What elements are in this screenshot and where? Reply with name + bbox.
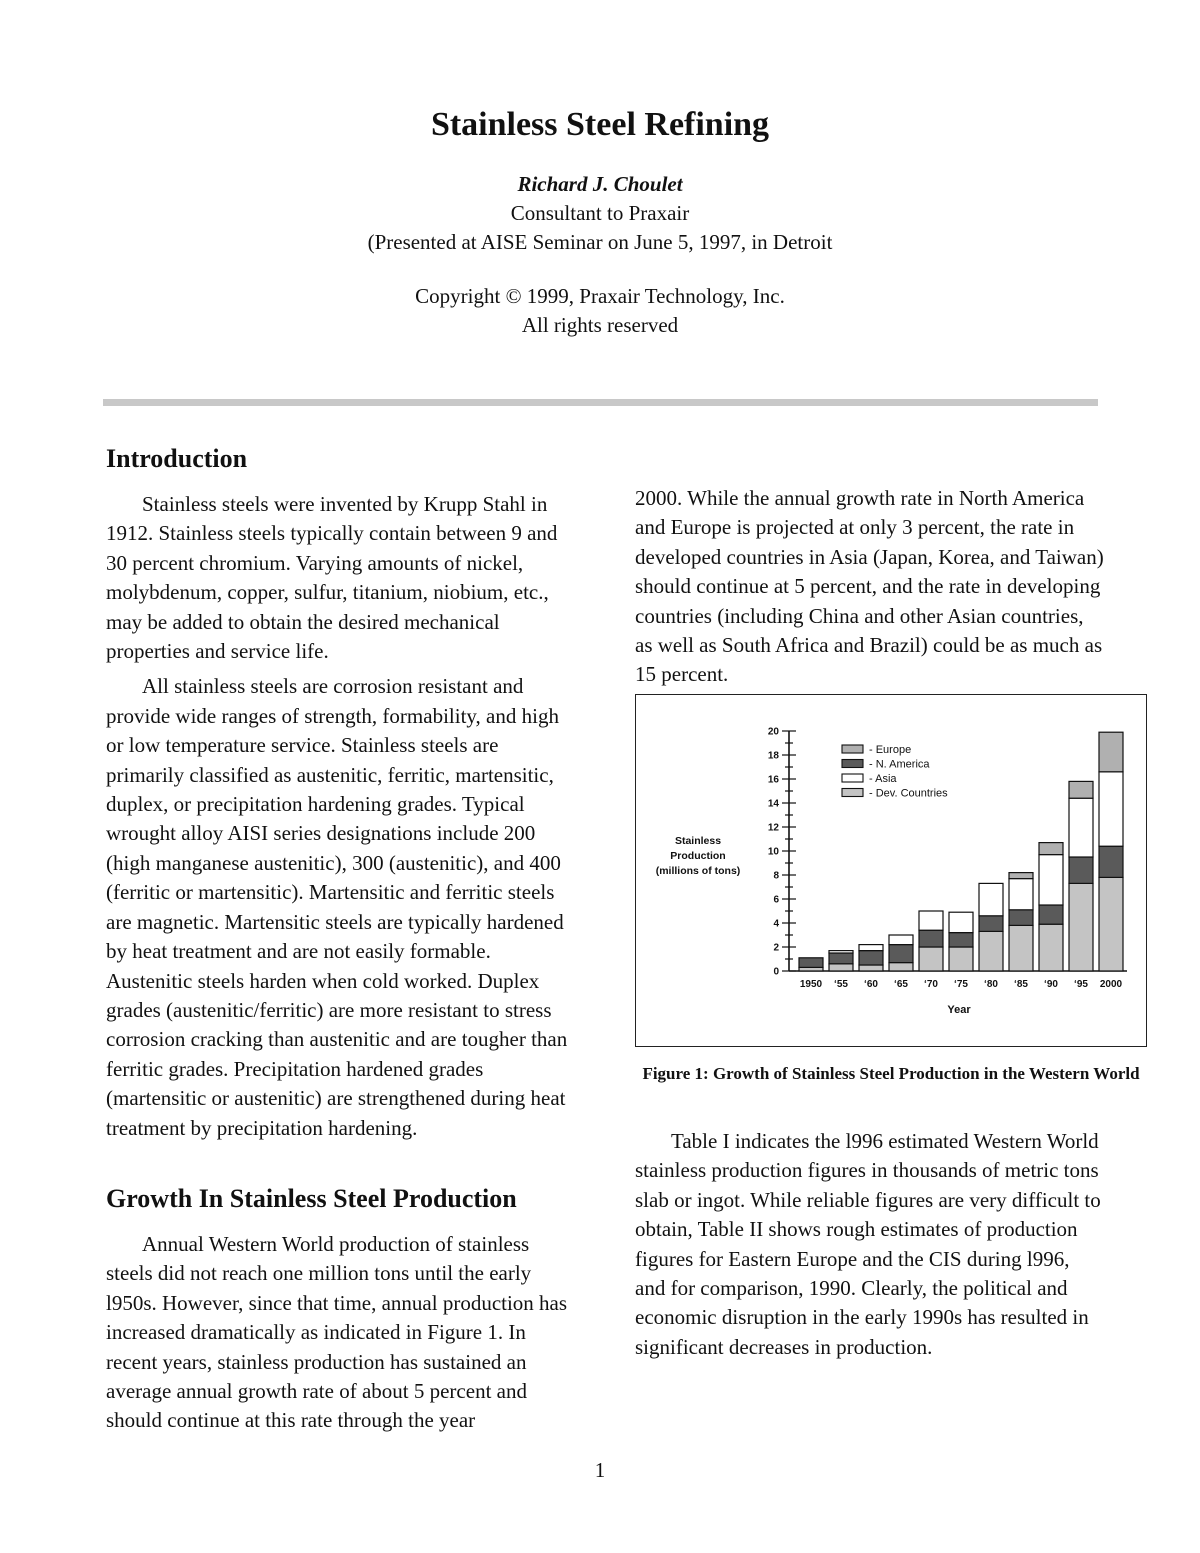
y-tick-label: 18: [767, 750, 779, 762]
bar-segment: [979, 883, 1003, 915]
header-divider: [103, 399, 1098, 406]
figure-1-caption: Figure 1: Growth of Stainless Steel Production in the Western World: [642, 1064, 1140, 1083]
bar-segment: [889, 935, 913, 945]
bar-segment: [949, 947, 973, 971]
y-axis-label-line: Production: [670, 850, 726, 862]
growth-heading: Growth In Stainless Steel Production: [106, 1184, 517, 1213]
intro-paragraph-1: Stainless steels were invented by Krupp Stahl in 1912. Stainless steels typically contain between 9 and 30 percent chromium. Varying amounts of nickel, molybdenum, copper, sulfur, titanium, niobium, etc., may be added to obtain the desired mechanical properties and service life.: [106, 492, 558, 664]
x-tick-label: ‘60: [864, 979, 878, 990]
x-tick-label: ‘55: [834, 979, 848, 990]
bar-segment: [829, 951, 853, 953]
x-tick-label: ‘75: [954, 979, 968, 990]
rights-line: All rights reserved: [521, 313, 679, 337]
y-tick-label: 8: [773, 870, 779, 882]
y-tick-label: 4: [773, 918, 779, 930]
y-tick-label: 10: [767, 846, 779, 858]
bar-segment: [919, 947, 943, 971]
bar-segment: [829, 953, 853, 964]
bar-segment: [1099, 877, 1123, 971]
bar-segment: [829, 964, 853, 971]
legend-label: - N. America: [869, 758, 930, 771]
growth-paragraph: Annual Western World production of stainless steels did not reach one million tons until the early l950s. However, since that time, annual production has increased dramatically as indicated in Figure 1. In recent years, stainless production has sustained an average annual growth rate of about 5 percent and should continue at this rate through the year: [106, 1232, 568, 1433]
x-tick-label: ‘95: [1074, 979, 1088, 990]
x-tick-label: ‘90: [1044, 979, 1058, 990]
growth-paragraph-continued: 2000. While the annual growth rate in North America and Europe is projected at only 3 percent, the rate in developed countries in Asia (Japan, Korea, and Taiwan) should continue at 5 percent, and the rate in developing countries (including China and other Asian countries, as well as South Africa and Brazil) could be as much as 15 percent.: [635, 486, 1104, 687]
bar-segment: [1069, 798, 1093, 857]
x-tick-label: ‘85: [1014, 979, 1028, 990]
introduction-heading: Introduction: [106, 444, 248, 473]
bar-segment: [919, 930, 943, 947]
document-title: Stainless Steel Refining: [430, 106, 770, 143]
bar-segment: [859, 951, 883, 965]
bar-segment: [1009, 873, 1033, 879]
y-tick-label: 2: [773, 942, 779, 954]
y-tick-label: 6: [773, 894, 779, 906]
bar-segment: [889, 945, 913, 963]
legend-swatch: [842, 774, 863, 782]
page-number: 1: [594, 1458, 606, 1482]
x-tick-label: 2000: [1099, 979, 1123, 990]
y-tick-label: 14: [767, 798, 779, 810]
bar-segment: [1099, 772, 1123, 846]
y-tick-label: 16: [767, 774, 779, 786]
bar-segment: [1069, 857, 1093, 883]
right-column-bottom: [635, 1127, 1105, 1362]
bar-segment: [919, 911, 943, 930]
y-axis-label-line: (millions of tons): [655, 865, 741, 877]
figure-1-chart: [635, 694, 1147, 1047]
right-column-top: [635, 484, 1105, 690]
bar-segment: [949, 933, 973, 947]
growth-column: [106, 1230, 568, 1436]
bar-segment: [1039, 924, 1063, 971]
bar-segment: [1009, 879, 1033, 910]
table-intro-paragraph: Table I indicates the l996 estimated Western World stainless production figures in thousands of metric tons slab or ingot. While reliable figures are very difficult to obtain, Table II shows rough estimates of production figures for Eastern Europe and the CIS during l996, and for comparison, 1990. Clearly, the political and economic disruption in the early 1990s has resulted in significant decreases in production.: [635, 1129, 1101, 1359]
introduction-column: [106, 490, 568, 1143]
bar-segment: [859, 965, 883, 971]
legend-label: - Europe: [869, 744, 912, 756]
bar-segment: [1039, 843, 1063, 855]
legend-swatch: [842, 789, 863, 797]
author-affiliation: Consultant to Praxair: [510, 201, 690, 225]
bar-segment: [1099, 846, 1123, 877]
bar-segment: [1069, 883, 1093, 971]
x-axis-label: Year: [947, 1004, 971, 1016]
bar-segment: [1009, 925, 1033, 971]
bar-segment: [1039, 855, 1063, 905]
production-bar-chart: [636, 695, 1146, 1046]
bar-segment: [1039, 905, 1063, 924]
y-axis-label-line: Stainless: [674, 835, 722, 847]
bar-segment: [799, 958, 823, 968]
bar-segment: [949, 912, 973, 932]
legend-label: - Dev. Countries: [869, 787, 948, 800]
intro-paragraph-2: All stainless steels are corrosion resistant and provide wide ranges of strength, formability, and high or low temperature service. Stainless steels are primarily classified as austenitic, ferritic, martensitic, duplex, or precipitation hardening grades. Typical wrought alloy AISI series designations include 200 (high manganese austenitic), 300 (austenitic), and 400 (ferritic or martensitic). Martensitic and ferritic steels are magnetic. Martensitic steels are typically hardened by heat treatment and are not easily formable. Austenitic steels harden when cold worked. Duplex grades (austenitic/ferritic) are more resistant to stress corrosion cracking than austenitic and are tougher than ferritic grades. Precipitation hardened grades (martensitic or austenitic) are strengthened during heat treatment by precipitation hardening.: [106, 674, 568, 1140]
bar-segment: [979, 916, 1003, 932]
bar-segment: [1009, 910, 1033, 926]
copyright-line: Copyright © 1999, Praxair Technology, Inc.: [415, 284, 785, 308]
presentation-note: (Presented at AISE Seminar on June 5, 1997, in Detroit: [367, 230, 833, 254]
bar-segment: [859, 945, 883, 951]
y-tick-label: 0: [773, 966, 779, 978]
bar-segment: [1099, 732, 1123, 772]
legend-label: - Asia: [869, 773, 897, 785]
x-tick-label: 1950: [799, 979, 823, 990]
x-tick-label: ‘80: [984, 979, 998, 990]
bar-segment: [1069, 781, 1093, 798]
bar-segment: [889, 963, 913, 971]
x-tick-label: ‘70: [924, 979, 938, 990]
bar-segment: [979, 931, 1003, 971]
author-name: Richard J. Choulet: [517, 172, 683, 196]
x-tick-label: ‘65: [894, 979, 908, 990]
legend-swatch: [842, 760, 863, 768]
y-tick-label: 20: [767, 726, 779, 738]
y-tick-label: 12: [767, 822, 779, 834]
legend-swatch: [842, 745, 863, 753]
